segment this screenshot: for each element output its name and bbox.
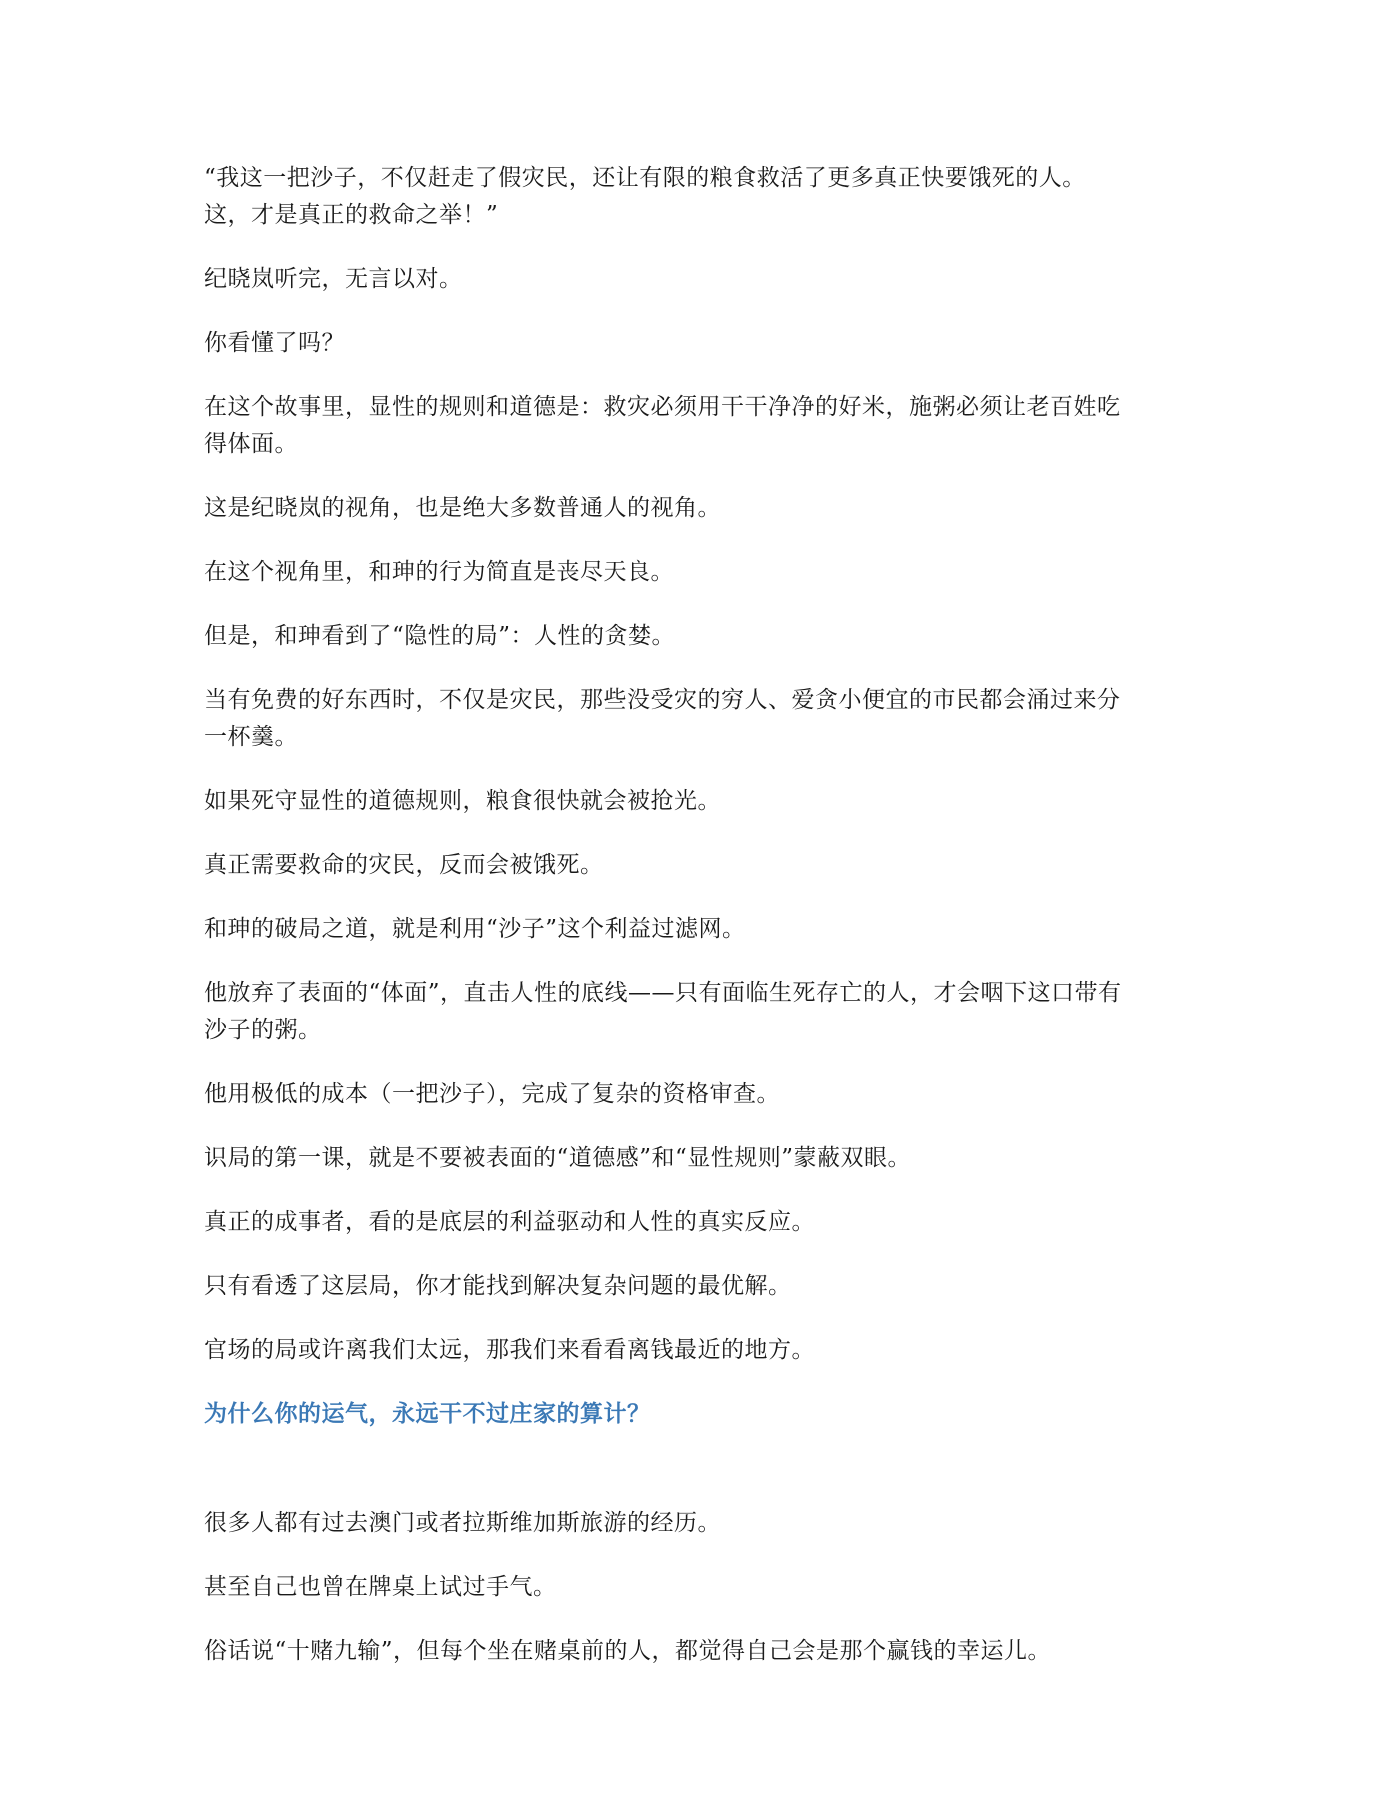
paragraph: 真正的成事者，看的是底层的利益驱动和人性的真实反应。 [204, 1209, 815, 1235]
paragraph: 但是，和珅看到了“隐性的局”：人性的贪婪。 [204, 623, 676, 649]
paragraph: 如果死守显性的道德规则，粮食很快就会被抢光。 [204, 788, 721, 814]
paragraph-line: 他放弃了表面的“体面”，直击人性的底线——只有面临生死存亡的人，才会咽下这口带有 [204, 980, 1122, 1006]
paragraph-line: 得体面。 [204, 431, 298, 457]
paragraph [204, 682, 1194, 756]
paragraph [204, 975, 1194, 1049]
paragraph: 很多人都有过去澳门或者拉斯维加斯旅游的经历。 [204, 1510, 721, 1536]
paragraph: 识局的第一课，就是不要被表面的“道德感”和“显性规则”蒙蔽双眼。 [204, 1145, 912, 1171]
paragraph: 只有看透了这层局，你才能找到解决复杂问题的最优解。 [204, 1273, 792, 1299]
paragraph-quote [204, 160, 1194, 234]
paragraph: 俗话说“十赌九输”，但每个坐在赌桌前的人，都觉得自己会是那个赢钱的幸运儿。 [204, 1638, 1052, 1664]
paragraph [204, 389, 1194, 463]
paragraph-line: 一杯羹。 [204, 724, 298, 750]
paragraph: 官场的局或许离我们太远，那我们来看看离钱最近的地方。 [204, 1337, 815, 1363]
paragraph: 他用极低的成本（一把沙子），完成了复杂的资格审查。 [204, 1081, 780, 1107]
paragraph: 你看懂了吗？ [204, 330, 345, 356]
paragraph-line: 沙子的粥。 [204, 1017, 322, 1043]
document-page [204, 160, 1194, 1697]
section-heading: 为什么你的运气，永远干不过庄家的算计？ [204, 1401, 651, 1427]
paragraph: 在这个视角里，和珅的行为简直是丧尽天良。 [204, 559, 674, 585]
paragraph-line: 这，才是真正的救命之举！” [204, 202, 499, 228]
paragraph: 甚至自己也曾在牌桌上试过手气。 [204, 1574, 557, 1600]
paragraph: 真正需要救命的灾民，反而会被饿死。 [204, 852, 604, 878]
paragraph-line: 在这个故事里，显性的规则和道德是：救灾必须用干干净净的好米，施粥必须让老百姓吃 [204, 394, 1121, 420]
paragraph-line: “我这一把沙子，不仅赶走了假灾民，还让有限的粮食救活了更多真正快要饿死的人。 [204, 165, 1086, 191]
paragraph: 和珅的破局之道，就是利用“沙子”这个利益过滤网。 [204, 916, 746, 942]
paragraph: 纪晓岚听完，无言以对。 [204, 266, 463, 292]
paragraph-line: 当有免费的好东西时，不仅是灾民，那些没受灾的穷人、爱贪小便宜的市民都会涌过来分 [204, 687, 1121, 713]
paragraph: 这是纪晓岚的视角，也是绝大多数普通人的视角。 [204, 495, 721, 521]
